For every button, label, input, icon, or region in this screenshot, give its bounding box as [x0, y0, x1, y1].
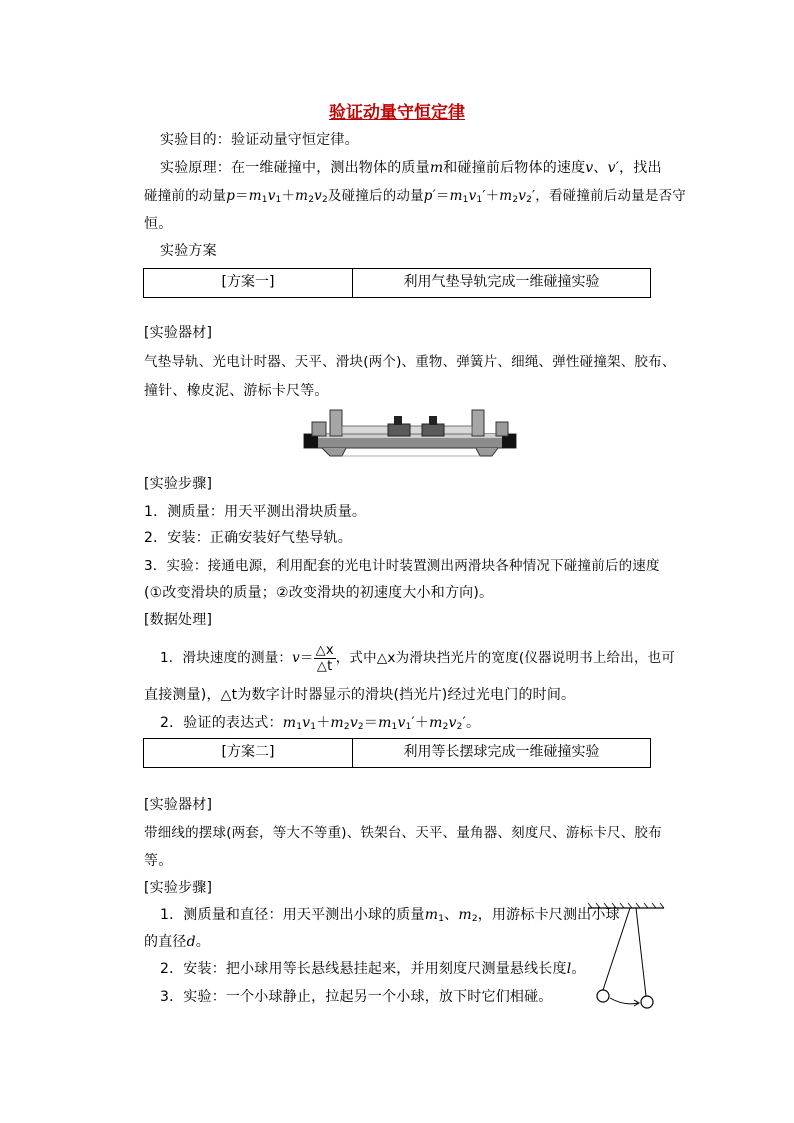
data-item-1-line-1: 1．滑块速度的测量：v＝ $\frac{\triangle x}{\triangle t}$ ，式中△x为滑块挡光片的宽度(仪器说明书上给出，也可	[160, 642, 676, 674]
plan2-step-2: 2．安装：把小球用等长悬线悬挂起来，并用刻度尺测量悬线长度l。	[160, 961, 586, 977]
scheme-heading: 实验方案	[160, 243, 217, 259]
plan1-steps-heading: [实验步骤]	[144, 476, 213, 492]
data-item-1-line-2: 直接测量)，△t为数字计时器显示的滑块(挡光片)经过光电门的时间。	[144, 687, 576, 703]
document-title: 验证动量守恒定律	[329, 103, 465, 123]
purpose-line: 实验目的：验证动量守恒定律。	[160, 132, 359, 148]
plan1-step-1: 1．测质量：用天平测出滑块质量。	[144, 504, 367, 520]
plan1-step-2: 2．安装：正确安装好气垫导轨。	[144, 530, 352, 546]
plan2-step-3: 3．实验：一个小球静止，拉起另一个小球，放下时它们相碰。	[160, 989, 553, 1005]
plan1-label: [方案一]	[144, 269, 353, 298]
plan1-materials-line-2: 撞针、橡皮泥、游标卡尺等。	[144, 383, 329, 399]
principle-line-1: 实验原理：在一维碰撞中，测出物体的质量m和碰撞前后物体的速度v、v′，找出	[160, 160, 662, 176]
air-track-figure	[300, 404, 522, 462]
principle-line-3: 恒。	[144, 216, 173, 232]
plan2-label: [方案二]	[144, 739, 353, 768]
plan2-materials-line-2: 等。	[144, 853, 173, 869]
plan2-materials-line-1: 带细线的摆球(两套，等大不等重)、铁架台、天平、量角器、刻度尺、游标卡尺、胶布	[144, 825, 662, 841]
plan2-table	[143, 738, 651, 768]
principle-line-2: 碰撞前的动量$p=m_1v_1+m_2v_2$及碰撞后的动量$p'=m_1v_1'+m_2v_2'$，看碰撞前后动量是否守	[144, 188, 686, 205]
data-item-2: 2．验证的表达式：$m_1v_1+m_2v_2=m_1v_1'+m_2v_2'$。	[160, 715, 481, 732]
plan2-step-1-line-2: 的直径d。	[144, 934, 210, 950]
plan1-materials-line-1: 气垫导轨、光电计时器、天平、滑块(两个)、重物、弹簧片、细绳、弹性碰撞架、胶布、	[144, 354, 676, 370]
plan1-step-3-line-2: (①改变滑块的质量；②改变滑块的初速度大小和方向)。	[144, 585, 494, 601]
plan1-desc: 利用气垫导轨完成一维碰撞实验	[353, 269, 651, 298]
pendulum-figure	[586, 900, 666, 1010]
data-heading: [数据处理]	[144, 612, 213, 628]
plan2-step-1-line-1: 1．测质量和直径：用天平测出小球的质量$m_1$、$m_2$，用游标卡尺测出小球	[160, 907, 620, 924]
plan1-step-3-line-1: 3．实验：接通电源，利用配套的光电计时装置测出两滑块各种情况下碰撞前后的速度	[144, 558, 660, 574]
plan1-materials-heading: [实验器材]	[144, 325, 213, 341]
plan1-table	[143, 268, 651, 298]
plan2-materials-heading: [实验器材]	[144, 797, 213, 813]
plan2-steps-heading: [实验步骤]	[144, 880, 213, 896]
velocity-fraction: $\frac{\triangle x}{\triangle t}$	[315, 642, 334, 674]
plan2-desc: 利用等长摆球完成一维碰撞实验	[353, 739, 651, 768]
